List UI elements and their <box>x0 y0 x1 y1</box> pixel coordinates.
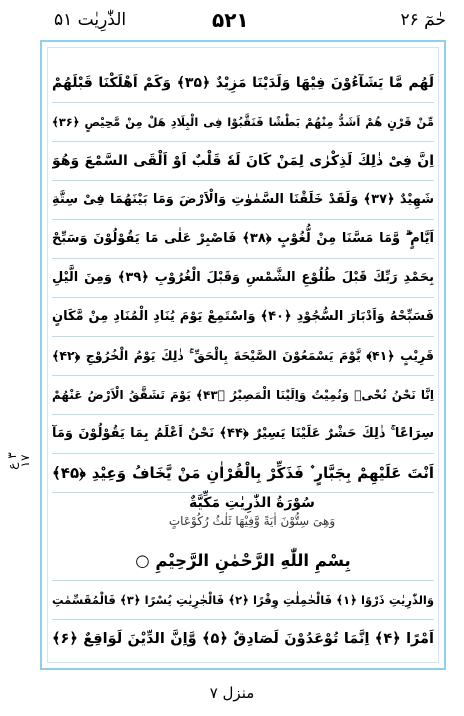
text-line-3: اِنَّ فِیْ ذٰلِكَ لَذِكْرٰی لِمَنْ كَانَ لَهٗ قَلْبٌ اَوْ اَلْقَی السَّمْعَ وَهُوَ <box>52 142 434 181</box>
text-line-7: فَسَبِّحْهُ وَاَدْبَارَ السُّجُوْدِ ﴿۴۰﴾ وَاسْتَمِعْ یَوْمَ یُنَادِ الْمُنَادِ مِنْ مَّكَانٍ <box>52 298 434 337</box>
text-line-2: مِّنْ قَرْنٍ هُمْ اَشَدُّ مِنْهُمْ بَطْشًا فَنَقَّبُوْا فِی الْبِلَادِ هَلْ مِنْ مَّحِیْصٍ ﴿۳۶﴾ <box>52 103 434 142</box>
text-line-9: اِنَّا نَحْنُ نُحْیٖ وَنُمِیْتُ وَاِلَیْنَا الْمَصِیْرُ ﴿۴۳﴾ یَوْمَ تَشَقَّقُ الْاَرْضُ عَنْهُمْ <box>52 376 434 415</box>
bismillah-line: بِسْمِ اللّٰهِ الرَّحْمٰنِ الرَّحِیْمِ ○ <box>52 542 434 581</box>
surah-heading-title: سُوْرَةُ الذّٰرِیٰتِ مَكِّیَّةٌ <box>189 495 315 511</box>
text-line-12: وَالذّٰرِیٰتِ ذَرْوًا ﴿۱﴾ فَالْحٰمِلٰتِ وِقْرًا ﴿۲﴾ فَالْجٰرِیٰتِ یُسْرًا ﴿۳﴾ فَالْمُقَسِّمٰتِ <box>52 581 434 620</box>
text-line-10: سِرَاعًا ۚ ذٰلِكَ حَشْرٌ عَلَیْنَا یَسِیْرٌ ﴿۴۴﴾ نَحْنُ اَعْلَمُ بِمَا یَقُوْلُوْنَ وَمَآ <box>52 415 434 454</box>
surah-heading <box>152 494 352 534</box>
header-surah-name: الذّٰرِیٰت ۵۱ <box>54 10 127 30</box>
header-juz: حٰمٓ ۲۶ <box>400 10 446 30</box>
page-number: ۵۲۱ <box>212 8 249 32</box>
manzil-footer: منزل ۷ <box>209 684 255 702</box>
ruku-margin-mark: ۳ ع ۱۷ <box>5 452 32 470</box>
text-line-1: لَهُم مَّا یَشَآءُوْنَ فِیْهَا وَلَدَیْنَا مَزِیْدٌ ﴿۳۵﴾ وَكَمْ اَهْلَكْنَا قَبْلَهُمْ <box>52 64 434 103</box>
text-line-13: اَمْرًا ﴿۴﴾ اِنَّمَا تُوْعَدُوْنَ لَصَادِقٌ ﴿۵﴾ وَّاِنَّ الدِّیْنَ لَوَاقِعٌ ﴿۶﴾ <box>52 631 434 647</box>
surah-heading-subtitle: وَهِیَ سِتُّوْنَ اٰیَةً وَّفِیْهَا ثَلٰثُ رُكُوْعَاتٍ <box>168 514 336 528</box>
text-line-5: اَیَّامٍ ۖۗ وَّمَا مَسَّنَا مِنْ لُّغُوْبٍ ﴿۳۸﴾ فَاصْبِرْ عَلٰی مَا یَقُوْلُوْنَ وَسَبِّحْ <box>52 220 434 259</box>
page-frame <box>40 40 446 670</box>
text-line-4: شَهِیْدٌ ﴿۳۷﴾ وَلَقَدْ خَلَقْنَا السَّمٰوٰتِ وَالْاَرْضَ وَمَا بَیْنَهُمَا فِیْ سِتَّةِ <box>52 181 434 220</box>
text-line-11: اَنْتَ عَلَیْهِمْ بِجَبَّارٍ ۫ فَذَكِّرْ بِالْقُرْاٰنِ مَنْ یَّخَافُ وَعِیْدِ ﴿۴۵﴾ <box>52 454 434 493</box>
text-line-6: بِحَمْدِ رَبِّكَ قَبْلَ طُلُوْعِ الشَّمْسِ وَقَبْلَ الْغُرُوْبِ ﴿۳۹﴾ وَمِنَ الَّیْلِ <box>52 259 434 298</box>
text-line-8: قَرِیْبٍ ﴿۴۱﴾ یَّوْمَ یَسْمَعُوْنَ الصَّیْحَةَ بِالْحَقِّ ۚ ذٰلِكَ یَوْمُ الْخُرُوْجِ ﴿۴۲﴾ <box>52 337 434 376</box>
